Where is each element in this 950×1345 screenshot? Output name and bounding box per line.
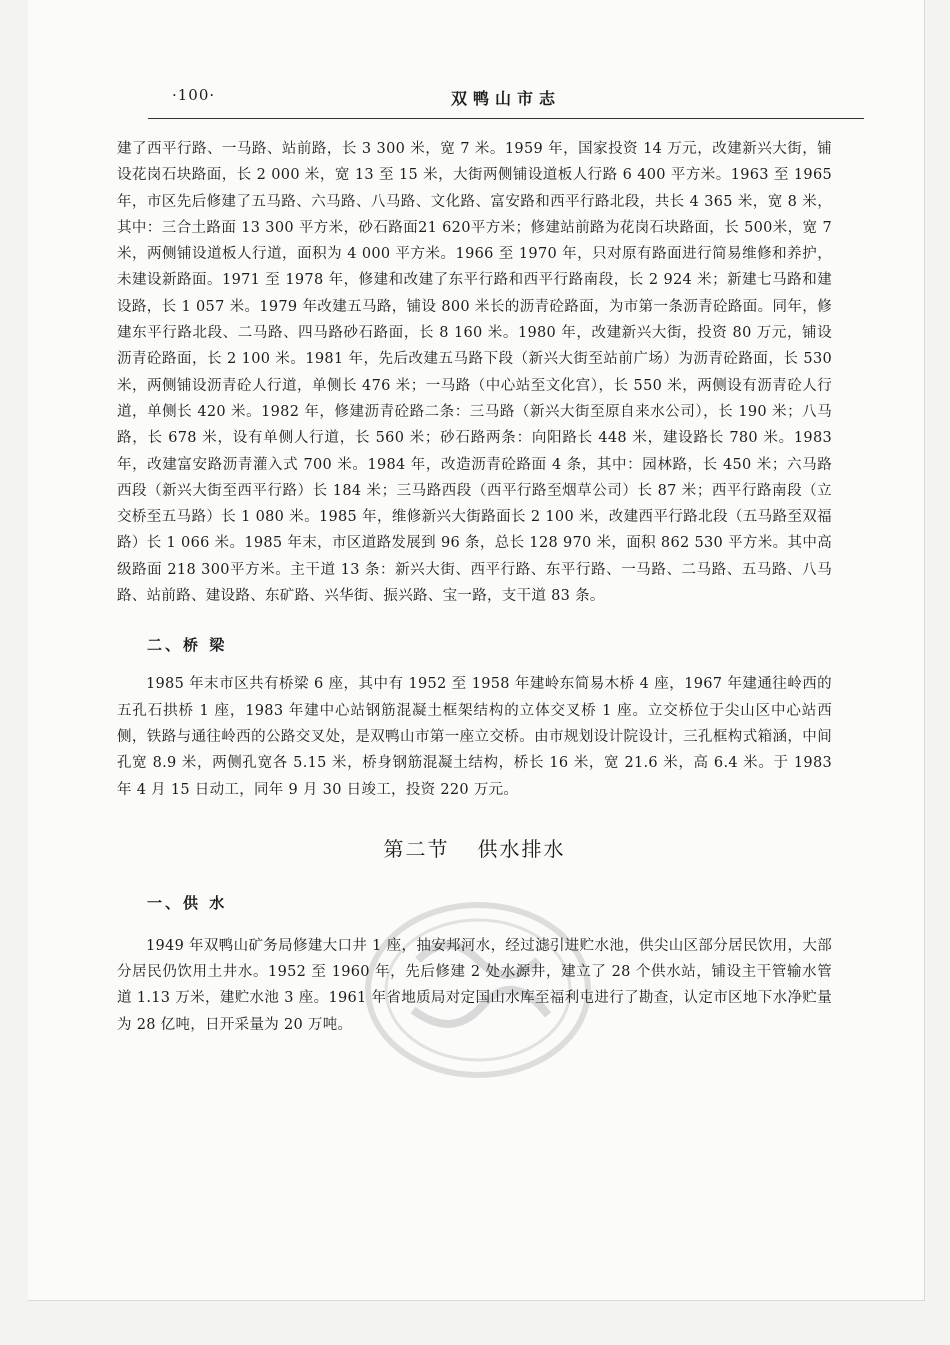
chapter-title: 供水排水 [477, 836, 566, 861]
chapter-number: 第二节 [383, 836, 450, 861]
water-supply-heading: 一、供 水 [147, 893, 228, 912]
bridges-heading: 二、桥 梁 [147, 636, 228, 655]
running-title: 双鸭山市志 [450, 89, 561, 108]
water-supply-paragraph: 1949 年双鸭山矿务局修建大口井 1 座，抽安邦河水，经过滤引进贮水池，供尖山区部分居民饮用，大部分居民仍饮用土井水。1952 至 1960 年，先后修建 2 处水源井，建立了 28 个供水站，铺设主干管输水管道 1.13 万米，建贮水池 3 座。1961 年省地质局对定国山水库至福利屯进行了勘查，认定市区地下水净贮量为 28 亿吨，日开采量为 20 万吨。 [117, 937, 832, 1033]
bridges-paragraph: 1985 年末市区共有桥梁 6 座，其中有 1952 至 1958 年建岭东简易木桥 4 座，1967 年建通往岭西的五孔石拱桥 1 座，1983 年建中心站钢筋混凝土框架结构的立体交叉桥 1 座。立交桥位于尖山区中心站西侧，铁路与通往岭西的公路交叉处，是双鸭山市第一座立交桥。由市规划设计院设计，三孔框构式箱涵，中间孔宽 8.9 米，两侧孔宽各 5.15 米，桥身钢筋混凝土结构，桥长 16 米，宽 21.6 米，高 6.4 米。于 1983 年 4 月 15 日动工，同年 9 月 30 日竣工，投资 220 万元。 [117, 676, 832, 798]
page-number: ·100· [172, 86, 216, 104]
main-content [117, 136, 832, 1038]
chapter-heading [117, 833, 832, 862]
roads-paragraph: 建了西平行路、一马路、站前路，长 3 300 米，宽 7 米。1959 年，国家投资 14 万元，改建新兴大街，铺设花岗石块路面，长 2 000 米，宽 13 至 15 米，大街两侧铺设道板人行路 6 400 平方米。1963 至 1965 年，市区先后修建了五马路、六马路、八马路、文化路、富安路和西平行路北段，共长 4 365 米，宽 8 米，其中：三合土路面 13 300 平方米，砂石路面21 620平方米；修建站前路为花岗石块路面，长 500米，宽 7 米，两侧铺设道板人行道，面积为 4 000 平方米。1966 至 1970 年，只对原有路面进行简易维修和养护，未建设新路面。1971 至 1978 年，修建和改建了东平行路和西平行路南段，长 2 924 米；新建七马路和建设路，长 1 057 米。1979 年改建五马路，铺设 800 米长的沥青砼路面，为市第一条沥青砼路面。同年，修建东平行路北段、二马路、四马路砂石路面，长 8 160 米。1980 年，改建新兴大街，投资 80 万元，铺设沥青砼路面，长 2 100 米。1981 年，先后改建五马路下段（新兴大街至站前广场）为沥青砼路面，长 530 米，两侧铺设沥青砼人行道，单侧长 476 米；一马路（中心站至文化宫），长 550 米，两侧设有沥青砼人行道，单侧长 420 米。1982 年，修建沥青砼路二条：三马路（新兴大街至原自来水公司），长 190 米；八马路，长 678 米，设有单侧人行道，长 560 米；砂石路两条：向阳路长 448 米，建设路长 780 米。1983 年，改建富安路沥青灌入式 700 米。1984 年，改造沥青砼路面 4 条，其中：园林路，长 450 米；六马路西段（新兴大街至西平行路）长 184 米；三马路西段（西平行路至烟草公司）长 87 米；西平行路南段（立交桥至五马路）长 1 080 米。1985 年，维修新兴大街路面长 2 100 米，改建西平行路北段（五马路至双福路）长 1 066 米。1985 年末，市区道路发展到 96 条，总长 128 970 米，面积 862 530 平方米。其中高级路面 218 300平方米。主干道 13 条：新兴大街、西平行路、东平行路、一马路、二马路、五马路、八马路、站前路、建设路、东矿路、兴华街、振兴路、宝一路，支干道 83 条。 [117, 141, 832, 605]
page-header [148, 82, 864, 119]
